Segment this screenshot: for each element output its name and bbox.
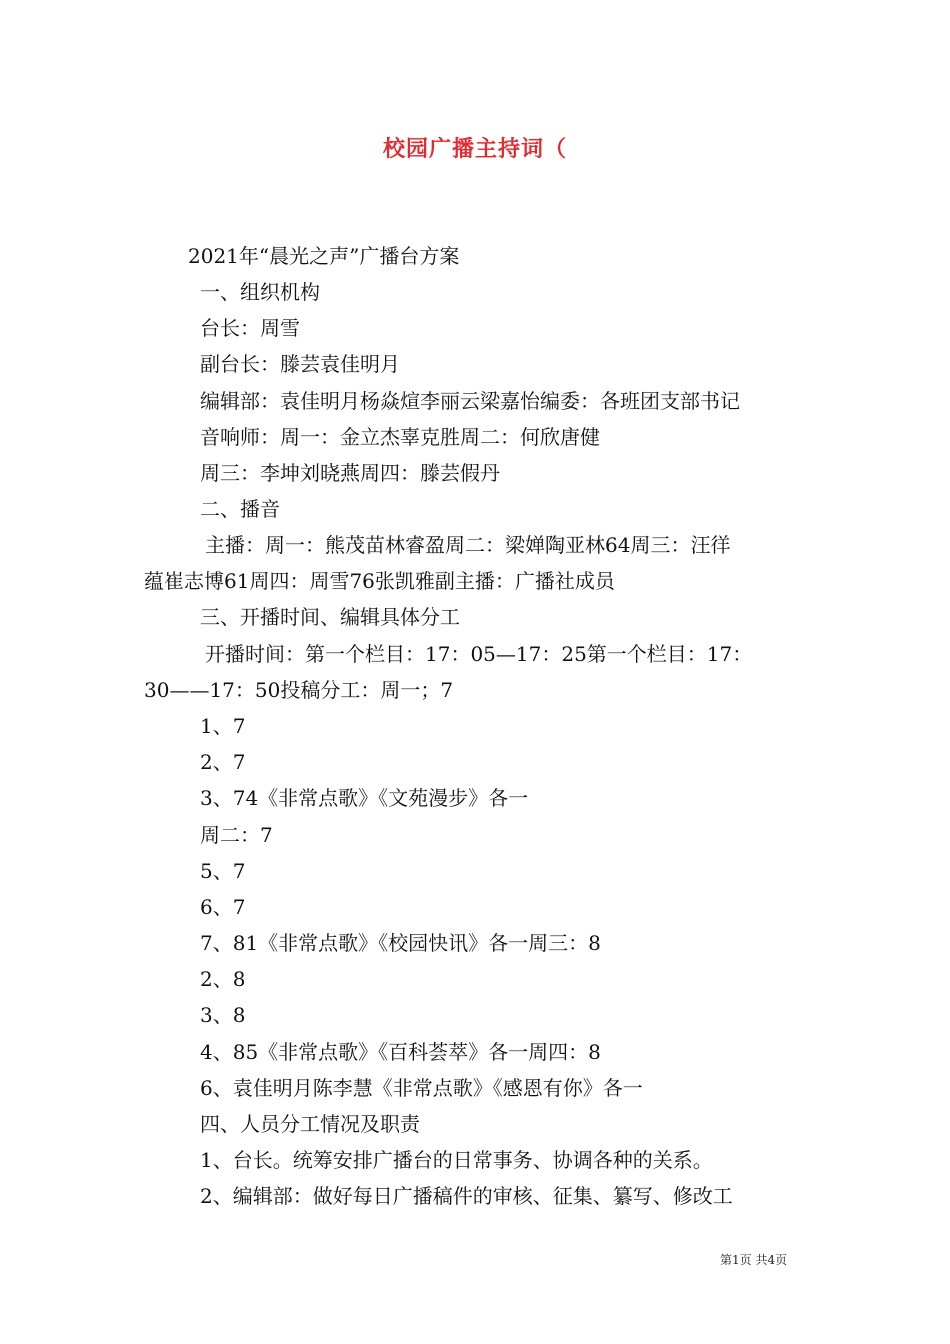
body-line: 台长：周雪	[200, 316, 300, 340]
body-line: 2021年“晨光之声”广播台方案	[188, 244, 460, 268]
body-line: 4、85《非常点歌》《百科荟萃》各一周四：8	[200, 1040, 601, 1064]
body-line: 一、组织机构	[200, 280, 320, 304]
body-line: 2、8	[200, 967, 246, 991]
body-line: 音响师：周一：金立杰辜克胜周二：何欣唐健	[200, 425, 600, 449]
body-line: 周三：李坤刘晓燕周四：滕芸假丹	[200, 461, 500, 485]
body-line: 编辑部：袁佳明月杨焱煊李丽云梁嘉怡编委：各班团支部书记	[200, 389, 740, 413]
page-number: 第1页 共4页	[720, 1253, 788, 1267]
body-line: 6、7	[200, 895, 246, 919]
body-line: 30——17：50投稿分工：周一；7	[144, 678, 454, 702]
body-line: 2、编辑部：做好每日广播稿件的审核、征集、纂写、修改工	[200, 1184, 733, 1208]
body-line: 主播：周一：熊茂苗林睿盈周二：梁婵陶亚林64周三：汪徉	[205, 533, 731, 557]
body-line: 二、播音	[200, 497, 280, 521]
body-line: 6、袁佳明月陈李慧《非常点歌》《感恩有你》各一	[200, 1076, 643, 1100]
body-line: 周二：7	[200, 823, 273, 847]
body-line: 开播时间：第一个栏目：17：05—17：25第一个栏目：17：	[205, 642, 753, 666]
body-line: 5、7	[200, 859, 246, 883]
body-line: 蕴崔志博61周四：周雪76张凯雅副主播：广播社成员	[144, 569, 615, 593]
body-line: 2、7	[200, 750, 246, 774]
body-line: 7、81《非常点歌》《校园快讯》各一周三：8	[200, 931, 601, 955]
document-title: 校园广播主持词（	[382, 136, 567, 162]
body-line: 三、开播时间、编辑具体分工	[200, 605, 460, 629]
body-line: 3、8	[200, 1003, 246, 1027]
body-line: 副台长：滕芸袁佳明月	[200, 352, 400, 376]
body-line: 3、74《非常点歌》《文苑漫步》各一	[200, 786, 529, 810]
body-line: 1、台长。统筹安排广播台的日常事务、协调各种的关系。	[200, 1148, 713, 1172]
body-line: 1、7	[200, 714, 246, 738]
body-line: 四、人员分工情况及职责	[200, 1112, 420, 1136]
